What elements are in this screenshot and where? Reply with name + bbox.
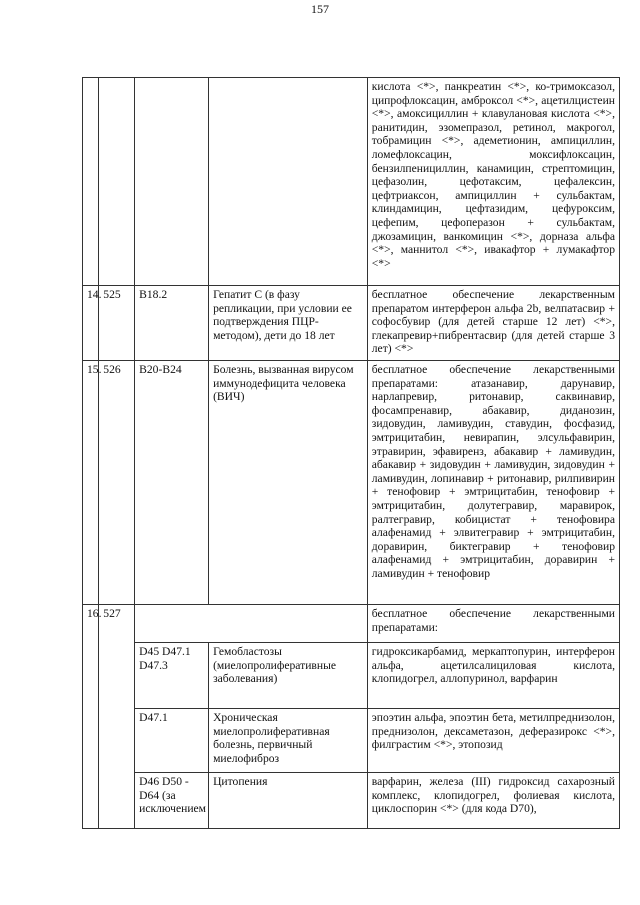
row-number: 16. [83, 605, 99, 829]
table-row [83, 643, 620, 709]
row-code: 527 [99, 605, 135, 829]
condition-text: Гемобластозы (миелопролиферативные заболевания) [209, 643, 368, 709]
condition-text: Болезнь, вызванная вирусом иммунодефицита человека (ВИЧ) [209, 361, 368, 605]
drugs-header-text: бесплатное обеспечение лекарственными препаратами: [367, 605, 619, 643]
drugs-text: бесплатное обеспечение лекарственным препаратом интерферон альфа 2b, велпатасвир + софосбувир (для детей старше 12 лет) <*>, глекапревир+пибрентасвир (для детей старше 3 лет) <*> [367, 286, 619, 361]
row-code: 525 [99, 286, 135, 361]
condition-text: Хроническая миелопролиферативная болезнь, первичный миелофиброз [209, 709, 368, 773]
drug-provision-table [82, 77, 620, 829]
row-code: 526 [99, 361, 135, 605]
icd-code: D45 D47.1 D47.3 [135, 643, 209, 709]
row-code [99, 78, 135, 286]
icd-code: B20-B24 [135, 361, 209, 605]
condition-text: Гепатит С (в фазу репликации, при условии ее подтверждения ПЦР-методом), дети до 18 лет [209, 286, 368, 361]
icd-code: D47.1 [135, 709, 209, 773]
drugs-text: варфарин, железа (III) гидроксид сахарозный комплекс, клопидогрел, фолиевая кислота, циклоспорин <*> (для кода D70), [367, 773, 619, 829]
table-row [83, 361, 620, 605]
row-number: 15. [83, 361, 99, 605]
drugs-text: эпоэтин альфа, эпоэтин бета, метилпреднизолон, преднизолон, дексаметазон, деферазирокс <*>, филграстим <*>, этопозид [367, 709, 619, 773]
icd-code: B18.2 [135, 286, 209, 361]
row-number: 14. [83, 286, 99, 361]
condition-text: Цитопения [209, 773, 368, 829]
table-row [83, 286, 620, 361]
icd-code [135, 78, 209, 286]
drugs-text: кислота <*>, панкреатин <*>, ко-тримоксазол, ципрофлоксацин, амброксол <*>, ацетилцистеин <*>, амоксициллин + клавулановая кислота <*>, ранитидин, эзомепразол, ретинол, макрогол, тобрамицин <*>, адеметионин, ампициллин, ломефлоксацин, моксифлоксацин, бензилпенициллин, канамицин, стрептомицин, цефазолин, цефотаксим, цефалексин, цефтриаксон, ампициллин + сульбактам, клиндамицин, цефтазидим, цефуроксим, цефепим, цефоперазон + сульбактам, джозамицин, ванкомицин <*>, дорназа альфа <*>, маннитол <*>, ивакафтор + лумакафтор <*> [367, 78, 619, 286]
table-row [83, 78, 620, 286]
drugs-text: бесплатное обеспечение лекарственными препаратами: атазанавир, дарунавир, нарлапревир, ритонавир, саквинавир, фосампренавир, абакавир, диданозин, зидовудин, ламивудин, ставудин, фосфазид, эмтрицитабин, невирапин, элсульфавирин, этравирин, эфавиренз, абакавир + ламивудин, абакавир + зидовудин + ламивудин, зидовудин + ламивудин, лопинавир + ритонавир, рилпивирин + тенофовир + эмтрицитабин, тенофовир + эмтрицитабин, долутегравир, маравирок, ралтегравир, кобицистат + тенофовира алафенамид + элвитегравир + эмтрицитабин, доравирин, биктегравир + тенофовир алафенамид + эмтрицитабин, доравирин + ламивудин + тенофовир [367, 361, 619, 605]
page-number: 157 [311, 2, 329, 16]
row-number [83, 78, 99, 286]
drugs-text: гидроксикарбамид, меркаптопурин, интерферон альфа, ацетилсалициловая кислота, клопидогрел, аллопуринол, варфарин [367, 643, 619, 709]
table-row [83, 773, 620, 829]
table-row [83, 709, 620, 773]
condition-text [209, 78, 368, 286]
table-row [83, 605, 620, 643]
icd-code: D46 D50 - D64 (за исключением [135, 773, 209, 829]
empty-cell [135, 605, 368, 643]
